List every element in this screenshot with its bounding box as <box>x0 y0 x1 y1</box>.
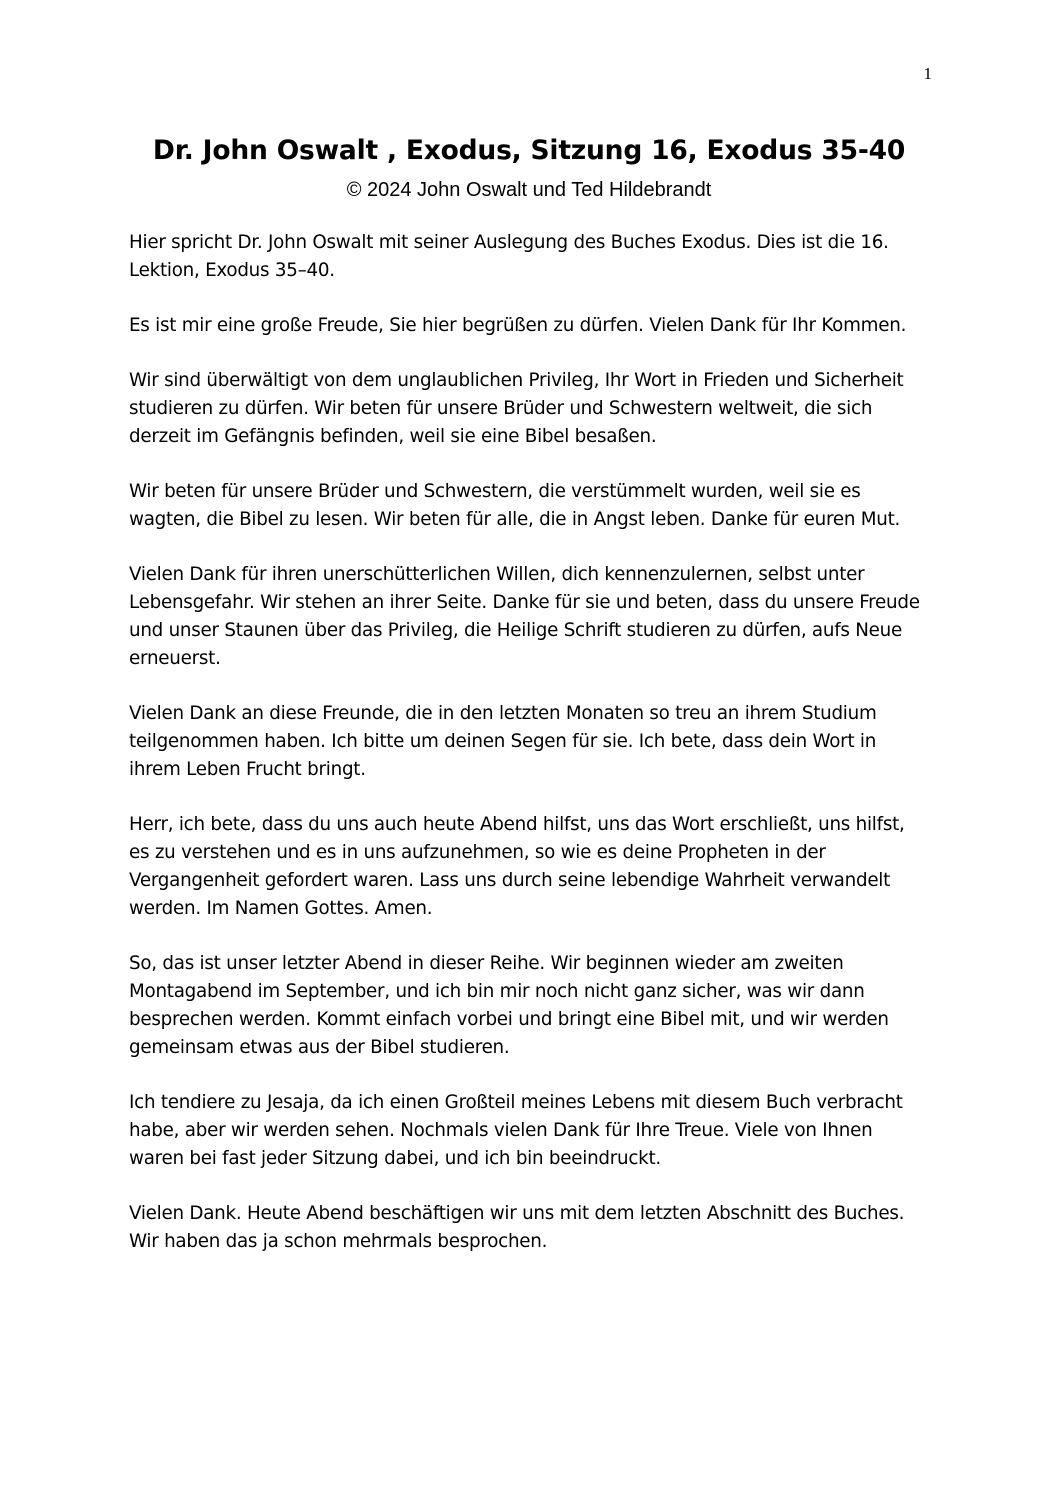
paragraph: Vielen Dank an diese Freunde, die in den letzten Monaten so treu an ihrem Studium teilgenommen haben. Ich bitte um deinen Segen für sie. Ich bete, dass dein Wort in ihrem Leben Frucht bringt. <box>129 703 877 780</box>
paragraph: Hier spricht Dr. John Oswalt mit seiner Auslegung des Buches Exodus. Dies ist die 16. Lektion, Exodus 35–40. <box>129 232 889 281</box>
paragraph: Ich tendiere zu Jesaja, da ich einen Großteil meines Lebens mit diesem Buch verbracht habe, aber wir werden sehen. Nochmals vielen Dank für Ihre Treue. Viele von Ihnen waren bei fast jeder Sitzung dabei, und ich bin beeindruckt. <box>129 1092 903 1169</box>
paragraph: Es ist mir eine große Freude, Sie hier begrüßen zu dürfen. Vielen Dank für Ihr Kommen. <box>129 315 907 336</box>
page-number: 1 <box>923 64 932 83</box>
paragraph: Vielen Dank. Heute Abend beschäftigen wir uns mit dem letzten Abschnitt des Buches. Wir haben das ja schon mehrmals besprochen. <box>129 1203 905 1252</box>
page-title: Dr. John Oswalt , Exodus, Sitzung 16, Exodus 35-40 <box>152 135 906 166</box>
paragraph: Vielen Dank für ihren unerschütterlichen Willen, dich kennenzulernen, selbst unter Lebensgefahr. Wir stehen an ihrer Seite. Danke für sie und beten, dass du unsere Freude und unser Staunen über das Privileg, die Heilige Schrift studieren zu dürfen, aufs Neue erneuerst. <box>129 564 920 669</box>
copyright-line: © 2024 John Oswalt und Ted Hildebrandt <box>346 179 712 201</box>
paragraph: So, das ist unser letzter Abend in dieser Reihe. Wir beginnen wieder am zweiten Montagabend im September, und ich bin mir noch nicht ganz sicher, was wir dann besprechen werden. Kommt einfach vorbei und bringt eine Bibel mit, und wir werden gemeinsam etwas aus der Bibel studieren. <box>129 953 889 1058</box>
document-body <box>129 229 929 1283</box>
paragraph: Wir sind überwältigt von dem unglaublichen Privileg, Ihr Wort in Frieden und Sicherheit studieren zu dürfen. Wir beten für unsere Brüder und Schwestern weltweit, die sich derzeit im Gefängnis befinden, weil sie eine Bibel besaßen. <box>129 370 904 447</box>
paragraph: Wir beten für unsere Brüder und Schwestern, die verstümmelt wurden, weil sie es wagten, die Bibel zu lesen. Wir beten für alle, die in Angst leben. Danke für euren Mut. <box>129 481 901 530</box>
paragraph: Herr, ich bete, dass du uns auch heute Abend hilfst, uns das Wort erschließt, uns hilfst, es zu verstehen und es in uns aufzunehmen, so wie es deine Propheten in der Vergangenheit gefordert waren. Lass uns durch seine lebendige Wahrheit verwandelt werden. Im Namen Gottes. Amen. <box>129 814 905 919</box>
